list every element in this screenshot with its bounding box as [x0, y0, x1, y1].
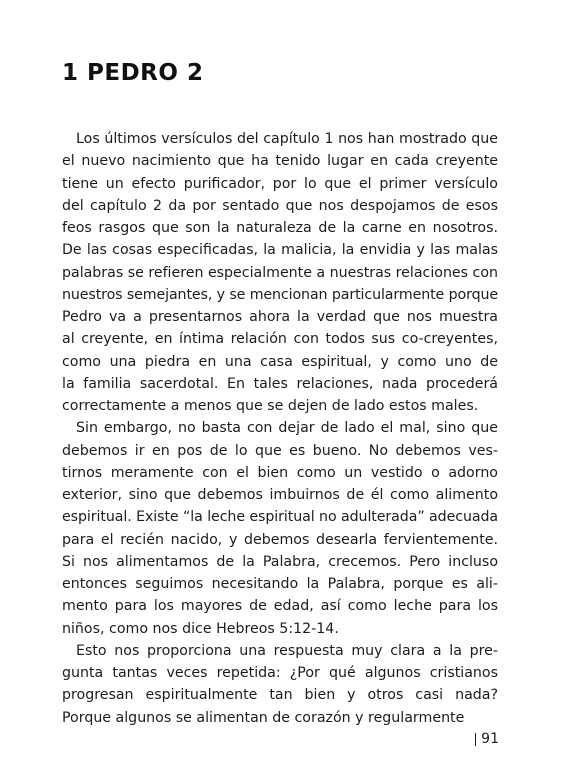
text-line: Si nos alimentamos de la Palabra, crecemos. Pero incluso	[62, 553, 498, 570]
page-footer	[475, 731, 499, 747]
folio-divider	[475, 733, 476, 746]
page-number: 91	[481, 731, 499, 747]
text-line: para el recién nacido, y debemos desearla fervientemente.	[62, 531, 498, 548]
text-line: palabras se refieren especialmente a nuestras relaciones con	[62, 264, 498, 281]
text-line: De las cosas especificadas, la malicia, la envidia y las malas	[62, 242, 498, 259]
text-line: la familia sacerdotal. En tales relaciones, nada procederá	[62, 375, 498, 392]
text-line: Porque algunos se alimentan de corazón y regularmente	[62, 709, 465, 726]
text-line: nuestros semejantes, y se mencionan particularmente porque	[62, 286, 498, 303]
paragraph	[62, 417, 498, 640]
text-line: niños, como nos dice Hebreos 5:12-14.	[62, 620, 339, 637]
text-line: Los últimos versículos del capítulo 1 nos han mostrado que	[76, 131, 498, 147]
text-line: progresan espiritualmente tan bien y otros casi nada?	[62, 687, 498, 704]
text-line: gunta tantas veces repetida: ¿Por qué algunos cristianos	[62, 665, 498, 681]
text-line: entonces seguimos necesitando la Palabra, porque es ali-	[62, 576, 498, 592]
text-line: espiritual. Existe “la leche espiritual no adulterada” adecuada	[62, 509, 498, 526]
text-line: exterior, sino que debemos imbuirnos de él como alimento	[62, 487, 498, 503]
chapter-title: 1 PEDRO 2	[62, 60, 204, 86]
text-line: como una piedra en una casa espiritual, y como uno de	[62, 353, 498, 370]
text-line: Sin embargo, no basta con dejar de lado el mal, sino que	[76, 420, 498, 437]
text-line: tirnos meramente con el bien como un vestido o adorno	[62, 464, 498, 481]
body-text	[62, 128, 498, 729]
text-line: debemos ir en pos de lo que es bueno. No debemos ves-	[62, 442, 498, 459]
text-line: correctamente a menos que se dejen de lado estos males.	[62, 398, 479, 414]
text-line: tiene un efecto purificador, por lo que el primer versículo	[62, 175, 498, 192]
text-line: Esto nos proporciona una respuesta muy clara a la pre-	[76, 642, 498, 659]
text-line: al creyente, en íntima relación con todos sus co-creyentes,	[62, 331, 498, 348]
text-line: mento para los mayores de edad, así como leche para los	[62, 598, 498, 615]
text-line: el nuevo nacimiento que ha tenido lugar en cada creyente	[62, 153, 498, 170]
text-line: del capítulo 2 da por sentado que nos despojamos de esos	[62, 197, 498, 214]
paragraph	[62, 640, 498, 729]
text-line: Pedro va a presentarnos ahora la verdad que nos muestra	[62, 309, 498, 325]
text-line: feos rasgos que son la naturaleza de la carne en nosotros.	[62, 220, 498, 236]
paragraph	[62, 128, 498, 417]
